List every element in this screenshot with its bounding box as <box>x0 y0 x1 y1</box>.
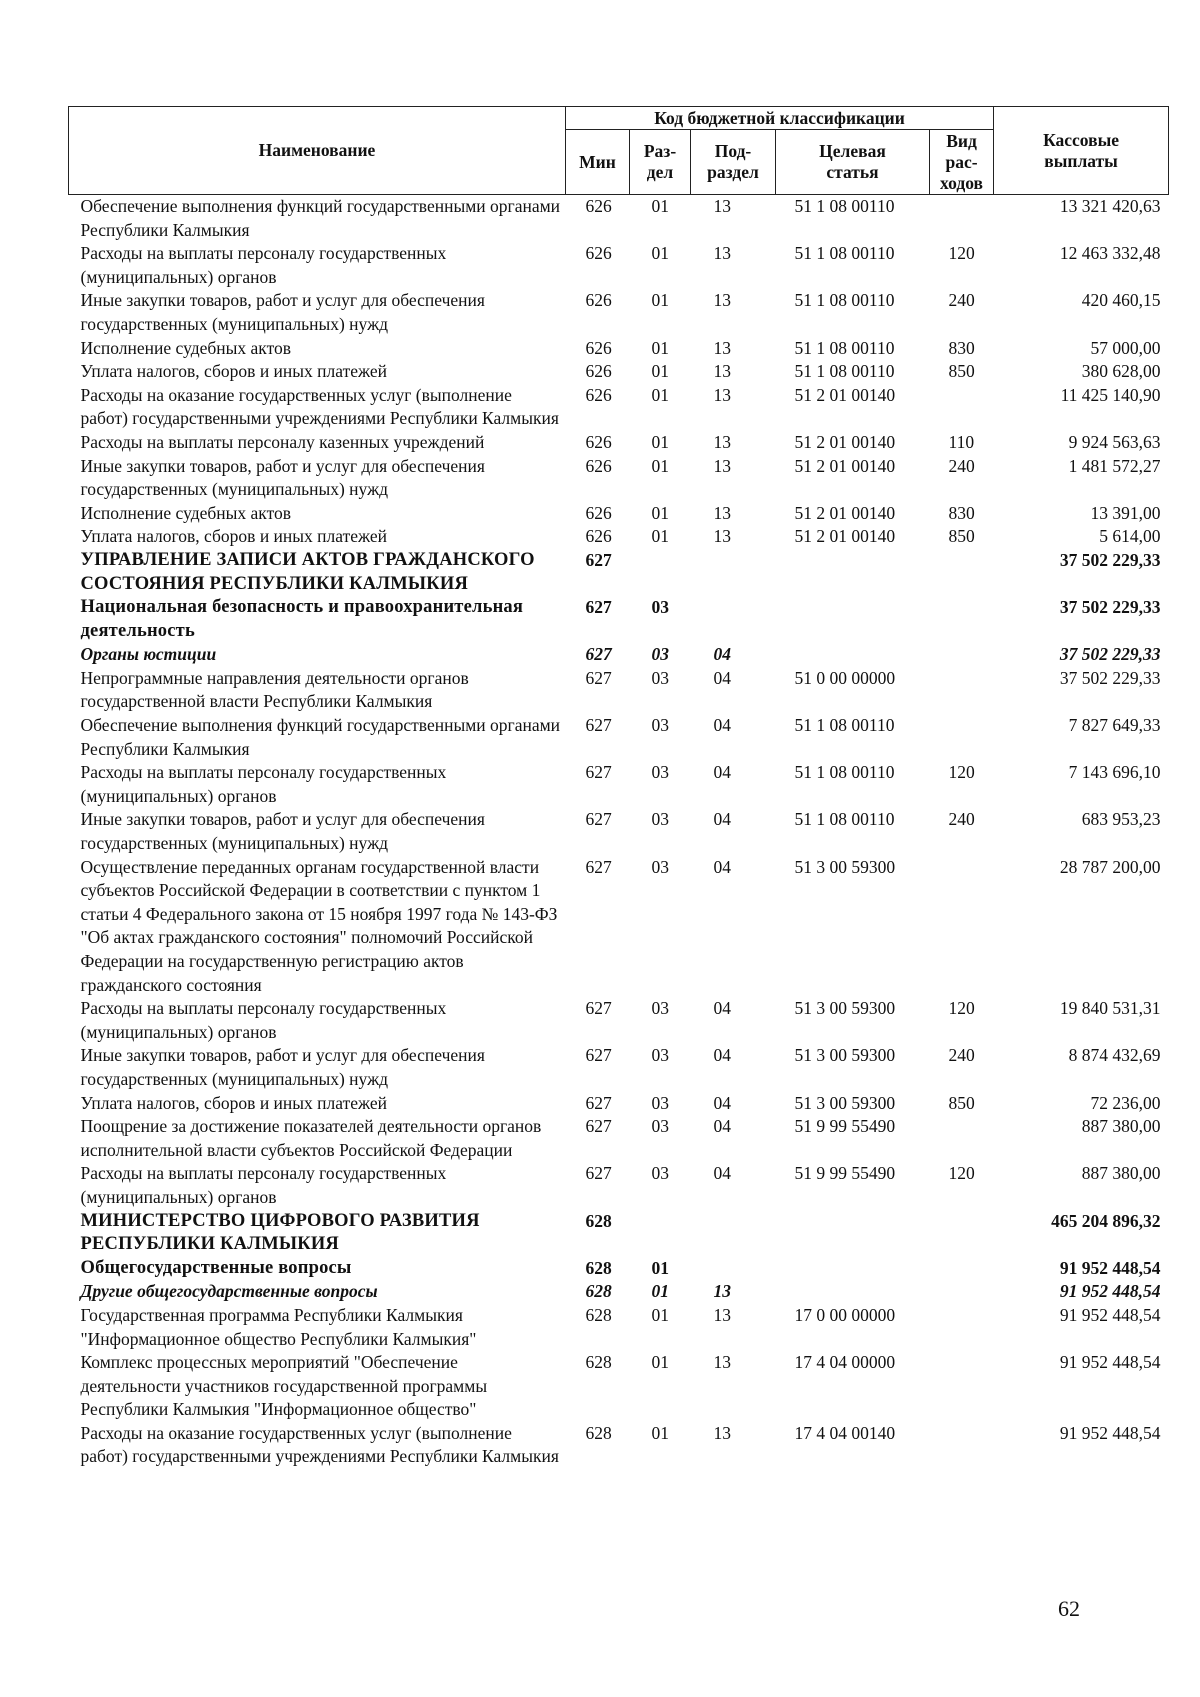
cell-podrazdel: 04 <box>713 1116 731 1137</box>
cell-name: Расходы на выплаты персоналу государственных (муниципальных) органов <box>80 762 447 806</box>
cell-razdel <box>630 549 691 596</box>
cell-sum: 91 952 448,54 <box>1059 1281 1161 1302</box>
cell-vid <box>930 1422 994 1469</box>
cell-podrazdel: 13 <box>713 431 731 452</box>
cell-celevaya: 51 9 99 55490 <box>794 1163 896 1184</box>
cell-sum: 380 628,00 <box>1081 361 1161 382</box>
cell-podrazdel: 13 <box>713 1304 731 1325</box>
table-row <box>69 1044 1169 1091</box>
cell-razdel: 01 <box>651 1257 669 1278</box>
cell-celevaya: 51 1 08 00110 <box>794 243 895 264</box>
cell-min: 628 <box>585 1257 612 1278</box>
cell-min: 627 <box>585 549 612 570</box>
cell-name: Поощрение за достижение показателей деятельности органов исполнительной власти субъектов Российской Федерации <box>80 1116 542 1160</box>
cell-podrazdel <box>691 549 776 596</box>
cell-sum: 683 953,23 <box>1081 809 1161 830</box>
cell-podrazdel: 13 <box>713 384 731 405</box>
cell-celevaya <box>776 549 930 596</box>
cell-celevaya: 17 0 00 00000 <box>794 1304 896 1325</box>
cell-razdel: 03 <box>651 1116 669 1137</box>
table-row <box>69 502 1169 526</box>
cell-razdel: 03 <box>651 597 669 618</box>
cell-sum: 11 425 140,90 <box>1060 384 1161 405</box>
cell-sum: 7 143 696,10 <box>1068 762 1161 783</box>
cell-podrazdel: 04 <box>713 1045 731 1066</box>
cell-vid <box>930 643 994 667</box>
table-row <box>69 856 1169 998</box>
header-min: Мин <box>566 130 630 195</box>
cell-vid: 830 <box>948 502 975 523</box>
cell-celevaya: 51 3 00 59300 <box>794 998 896 1019</box>
table-row <box>69 455 1169 502</box>
cell-podrazdel: 13 <box>713 361 731 382</box>
cell-vid <box>930 714 994 761</box>
cell-min: 628 <box>585 1210 612 1231</box>
cell-razdel: 01 <box>651 1304 669 1325</box>
cell-vid <box>930 856 994 998</box>
header-name: Наименование <box>69 107 566 195</box>
cell-sum: 420 460,15 <box>1081 290 1161 311</box>
cell-vid: 120 <box>948 1163 975 1184</box>
table-row <box>69 289 1169 336</box>
cell-name: Уплата налогов, сборов и иных платежей <box>80 1092 387 1113</box>
cell-celevaya: 51 1 08 00110 <box>794 809 895 830</box>
cell-min: 627 <box>585 667 612 688</box>
cell-name: Комплекс процессных мероприятий "Обеспечение деятельности участников государственной программы Республики Калмыкия "Информационное общество" <box>80 1352 488 1420</box>
cell-name: Исполнение судебных актов <box>80 502 292 523</box>
cell-podrazdel: 13 <box>713 1281 731 1302</box>
cell-min: 627 <box>585 998 612 1019</box>
cell-podrazdel: 04 <box>713 809 731 830</box>
cell-vid: 120 <box>948 243 975 264</box>
table-row <box>69 1210 1169 1257</box>
cell-name: Расходы на выплаты персоналу казенных учреждений <box>80 431 485 452</box>
table-row <box>69 1351 1169 1422</box>
cell-sum: 8 874 432,69 <box>1068 1045 1161 1066</box>
cell-name: Иные закупки товаров, работ и услуг для обеспечения государственных (муниципальных) нужд <box>80 809 485 854</box>
cell-razdel <box>630 1210 691 1257</box>
cell-sum: 13 391,00 <box>1090 502 1161 523</box>
header-podrazdel <box>691 130 776 195</box>
cell-vid: 110 <box>948 431 975 452</box>
cell-celevaya: 51 2 01 00140 <box>794 384 896 405</box>
table-body <box>69 195 1169 1470</box>
cell-celevaya <box>776 643 930 667</box>
cell-name: Исполнение судебных актов <box>80 337 292 358</box>
cell-name: Общегосударственные вопросы <box>80 1257 352 1278</box>
cell-vid: 850 <box>948 526 975 547</box>
cell-min: 627 <box>585 809 612 830</box>
table-row <box>69 714 1169 761</box>
cell-sum: 19 840 531,31 <box>1059 998 1161 1019</box>
cell-sum: 72 236,00 <box>1090 1092 1161 1113</box>
cell-celevaya: 51 2 01 00140 <box>794 502 896 523</box>
cell-vid <box>930 1210 994 1257</box>
cell-min: 628 <box>585 1281 612 1302</box>
cell-razdel: 03 <box>651 715 669 736</box>
cell-sum: 91 952 448,54 <box>1059 1304 1161 1325</box>
cell-vid: 240 <box>948 809 975 830</box>
cell-vid <box>930 195 994 243</box>
cell-razdel: 03 <box>651 856 669 877</box>
cell-podrazdel: 04 <box>713 1163 731 1184</box>
cell-name: Уплата налогов, сборов и иных платежей <box>80 361 387 382</box>
cell-sum: 28 787 200,00 <box>1059 856 1161 877</box>
cell-sum: 887 380,00 <box>1081 1116 1161 1137</box>
cell-razdel: 03 <box>651 1163 669 1184</box>
table-row <box>69 1422 1169 1469</box>
cell-min: 626 <box>585 384 612 405</box>
table-row <box>69 596 1169 643</box>
header-razdel-label: Раз- дел <box>643 141 677 182</box>
cell-vid: 830 <box>948 337 975 358</box>
cell-podrazdel: 13 <box>713 1352 731 1373</box>
cell-podrazdel: 13 <box>713 526 731 547</box>
cell-name: Расходы на выплаты персоналу государственных (муниципальных) органов <box>80 243 447 287</box>
cell-razdel: 03 <box>651 809 669 830</box>
cell-celevaya: 51 0 00 00000 <box>794 667 896 688</box>
cell-razdel: 01 <box>651 243 669 264</box>
cell-celevaya: 17 4 04 00000 <box>794 1352 896 1373</box>
cell-min: 627 <box>585 1045 612 1066</box>
table-row <box>69 525 1169 549</box>
cell-razdel: 03 <box>651 1092 669 1113</box>
cell-podrazdel: 13 <box>713 243 731 264</box>
cell-name: Уплата налогов, сборов и иных платежей <box>80 526 387 547</box>
table-row <box>69 1162 1169 1209</box>
cell-celevaya: 51 9 99 55490 <box>794 1116 896 1137</box>
header-razdel <box>630 130 691 195</box>
table-row <box>69 549 1169 596</box>
table-row <box>69 195 1169 243</box>
cell-podrazdel: 04 <box>713 644 731 665</box>
cell-podrazdel <box>691 1210 776 1257</box>
cell-vid <box>930 1280 994 1304</box>
cell-name: Расходы на выплаты персоналу государственных (муниципальных) органов <box>80 998 447 1042</box>
header-vid <box>930 130 994 195</box>
header-sum <box>994 107 1169 195</box>
cell-celevaya: 51 1 08 00110 <box>794 290 895 311</box>
cell-sum: 465 204 896,32 <box>1051 1210 1161 1231</box>
cell-podrazdel <box>691 596 776 643</box>
cell-vid: 240 <box>948 455 975 476</box>
cell-podrazdel: 04 <box>713 856 731 877</box>
cell-podrazdel: 04 <box>713 715 731 736</box>
cell-razdel: 03 <box>651 1045 669 1066</box>
table-row <box>69 360 1169 384</box>
table-row <box>69 643 1169 667</box>
cell-vid <box>930 549 994 596</box>
cell-min: 626 <box>585 361 612 382</box>
cell-razdel: 01 <box>651 290 669 311</box>
cell-name: Осуществление переданных органам государственной власти субъектов Российской Федерации в соответствии с пунктом 1 статьи 4 Федерального закона от 15 ноября 1997 года № 143-ФЗ "Об актах гражданского состояния" полномочий Российской Федерации на государственную регистрацию актов гражданского состояния <box>80 856 558 995</box>
cell-sum: 37 502 229,33 <box>1059 667 1161 688</box>
cell-vid <box>930 667 994 714</box>
cell-min: 627 <box>585 762 612 783</box>
table-header <box>69 107 1169 195</box>
cell-celevaya: 51 2 01 00140 <box>794 431 896 452</box>
cell-razdel: 01 <box>651 526 669 547</box>
cell-min: 628 <box>585 1422 612 1443</box>
cell-razdel: 01 <box>651 337 669 358</box>
budget-table <box>68 106 1169 1469</box>
cell-podrazdel: 13 <box>713 1422 731 1443</box>
cell-min: 626 <box>585 290 612 311</box>
cell-sum: 887 380,00 <box>1081 1163 1161 1184</box>
cell-sum: 5 614,00 <box>1099 526 1161 547</box>
cell-sum: 91 952 448,54 <box>1059 1352 1161 1373</box>
cell-sum: 57 000,00 <box>1090 337 1161 358</box>
table-row <box>69 431 1169 455</box>
cell-celevaya: 51 1 08 00110 <box>794 715 895 736</box>
cell-sum: 13 321 420,63 <box>1059 196 1161 216</box>
cell-celevaya: 51 1 08 00110 <box>794 762 895 783</box>
cell-razdel: 01 <box>651 502 669 523</box>
table-row <box>69 1257 1169 1281</box>
cell-name: Обеспечение выполнения функций государственными органами Республики Калмыкия <box>80 715 561 759</box>
cell-celevaya <box>776 596 930 643</box>
cell-sum: 37 502 229,33 <box>1059 644 1161 665</box>
header-sum-label: Кассовые выплаты <box>1043 129 1120 171</box>
cell-podrazdel: 13 <box>713 290 731 311</box>
table-row <box>69 337 1169 361</box>
cell-name: Обеспечение выполнения функций государственными органами Республики Калмыкия <box>80 196 561 240</box>
cell-vid: 120 <box>948 762 975 783</box>
page-number: 62 <box>1058 1596 1080 1621</box>
cell-podrazdel: 13 <box>713 337 731 358</box>
cell-vid: 850 <box>948 361 975 382</box>
cell-razdel: 01 <box>651 361 669 382</box>
cell-podrazdel: 04 <box>713 1092 731 1113</box>
table-row <box>69 384 1169 431</box>
cell-min: 627 <box>585 856 612 877</box>
cell-celevaya <box>776 1280 930 1304</box>
cell-podrazdel: 04 <box>713 762 731 783</box>
cell-celevaya: 51 3 00 59300 <box>794 856 896 877</box>
cell-razdel: 01 <box>651 384 669 405</box>
cell-razdel: 03 <box>651 644 669 665</box>
table-row <box>69 1115 1169 1162</box>
cell-name: Расходы на оказание государственных услуг (выполнение работ) государственными учреждениями Республики Калмыкия <box>80 1422 559 1467</box>
cell-celevaya: 51 1 08 00110 <box>794 196 895 216</box>
cell-razdel: 01 <box>651 1422 669 1443</box>
cell-name: Расходы на оказание государственных услуг (выполнение работ) государственными учреждениями Республики Калмыкия <box>80 384 559 429</box>
cell-name: Иные закупки товаров, работ и услуг для обеспечения государственных (муниципальных) нужд <box>80 1045 485 1089</box>
cell-vid: 120 <box>948 998 975 1019</box>
cell-vid <box>930 1351 994 1422</box>
cell-min: 627 <box>585 1092 612 1113</box>
cell-name: Иные закупки товаров, работ и услуг для обеспечения государственных (муниципальных) нужд <box>80 455 485 500</box>
cell-vid <box>930 1115 994 1162</box>
header-vid-label: Вид рас- ходов <box>940 130 983 193</box>
cell-razdel: 01 <box>651 455 669 476</box>
cell-vid: 240 <box>948 290 975 311</box>
cell-min: 627 <box>585 644 612 665</box>
cell-name: УПРАВЛЕНИЕ ЗАПИСИ АКТОВ ГРАЖДАНСКОГО СОСТОЯНИЯ РЕСПУБЛИКИ КАЛМЫКИЯ <box>80 549 535 594</box>
cell-min: 626 <box>585 431 612 452</box>
cell-vid: 850 <box>948 1092 975 1113</box>
cell-min: 627 <box>585 715 612 736</box>
cell-name: Расходы на выплаты персоналу государственных (муниципальных) органов <box>80 1163 447 1207</box>
cell-sum: 12 463 332,48 <box>1059 243 1161 264</box>
cell-min: 627 <box>585 597 612 618</box>
cell-celevaya: 51 1 08 00110 <box>794 361 895 382</box>
cell-name: Другие общегосударственные вопросы <box>80 1281 378 1302</box>
cell-podrazdel: 13 <box>713 455 731 476</box>
cell-celevaya <box>776 1257 930 1281</box>
cell-name: Органы юстиции <box>80 644 217 665</box>
cell-podrazdel <box>691 1257 776 1281</box>
cell-sum: 91 952 448,54 <box>1059 1257 1161 1278</box>
table-row <box>69 242 1169 289</box>
cell-name: МИНИСТЕРСТВО ЦИФРОВОГО РАЗВИТИЯ РЕСПУБЛИКИ КАЛМЫКИЯ <box>80 1210 480 1255</box>
budget-table-sheet <box>68 106 1168 1469</box>
cell-min: 626 <box>585 526 612 547</box>
cell-celevaya: 51 1 08 00110 <box>794 337 895 358</box>
cell-podrazdel: 13 <box>713 196 731 216</box>
cell-celevaya: 17 4 04 00140 <box>794 1422 896 1443</box>
cell-celevaya <box>776 1210 930 1257</box>
table-row <box>69 808 1169 855</box>
cell-vid <box>930 596 994 643</box>
table-row <box>69 997 1169 1044</box>
header-celevaya <box>776 130 930 195</box>
cell-name: Государственная программа Республики Калмыкия "Информационное общество Республики Калмыкия" <box>80 1304 477 1349</box>
cell-min: 626 <box>585 196 612 216</box>
cell-razdel: 03 <box>651 667 669 688</box>
cell-name: Иные закупки товаров, работ и услуг для обеспечения государственных (муниципальных) нужд <box>80 290 485 334</box>
cell-celevaya: 51 2 01 00140 <box>794 526 896 547</box>
cell-sum: 7 827 649,33 <box>1068 715 1161 736</box>
cell-vid: 240 <box>948 1045 975 1066</box>
cell-podrazdel: 04 <box>713 998 731 1019</box>
table-row <box>69 1304 1169 1351</box>
cell-razdel: 01 <box>651 431 669 452</box>
cell-sum: 91 952 448,54 <box>1059 1422 1161 1443</box>
table-row <box>69 761 1169 808</box>
cell-name: Непрограммные направления деятельности органов государственной власти Республики Калмыкия <box>80 667 469 712</box>
cell-razdel: 03 <box>651 762 669 783</box>
cell-min: 628 <box>585 1304 612 1325</box>
cell-vid <box>930 1304 994 1351</box>
cell-razdel: 01 <box>651 1281 669 1302</box>
cell-name: Национальная безопасность и правоохранительная деятельность <box>80 597 524 641</box>
cell-vid <box>930 384 994 431</box>
cell-razdel: 01 <box>651 196 669 216</box>
table-row <box>69 1280 1169 1304</box>
cell-razdel: 03 <box>651 998 669 1019</box>
cell-podrazdel: 04 <box>713 667 731 688</box>
cell-min: 627 <box>585 1116 612 1137</box>
cell-celevaya: 51 3 00 59300 <box>794 1092 896 1113</box>
header-celevaya-label: Целевая статья <box>819 141 886 182</box>
cell-sum: 1 481 572,27 <box>1068 455 1161 476</box>
cell-vid <box>930 1257 994 1281</box>
cell-min: 626 <box>585 502 612 523</box>
header-code-group: Код бюджетной классификации <box>566 107 994 130</box>
cell-sum: 37 502 229,33 <box>1059 549 1161 570</box>
cell-min: 628 <box>585 1352 612 1373</box>
cell-min: 627 <box>585 1163 612 1184</box>
cell-sum: 9 924 563,63 <box>1068 431 1161 452</box>
cell-sum: 37 502 229,33 <box>1059 597 1161 618</box>
cell-celevaya: 51 3 00 59300 <box>794 1045 896 1066</box>
cell-podrazdel: 13 <box>713 502 731 523</box>
table-row <box>69 1092 1169 1116</box>
table-row <box>69 667 1169 714</box>
cell-min: 626 <box>585 455 612 476</box>
cell-min: 626 <box>585 243 612 264</box>
cell-min: 626 <box>585 337 612 358</box>
cell-razdel: 01 <box>651 1352 669 1373</box>
header-podrazdel-label: Под- раздел <box>707 141 759 182</box>
cell-celevaya: 51 2 01 00140 <box>794 455 896 476</box>
